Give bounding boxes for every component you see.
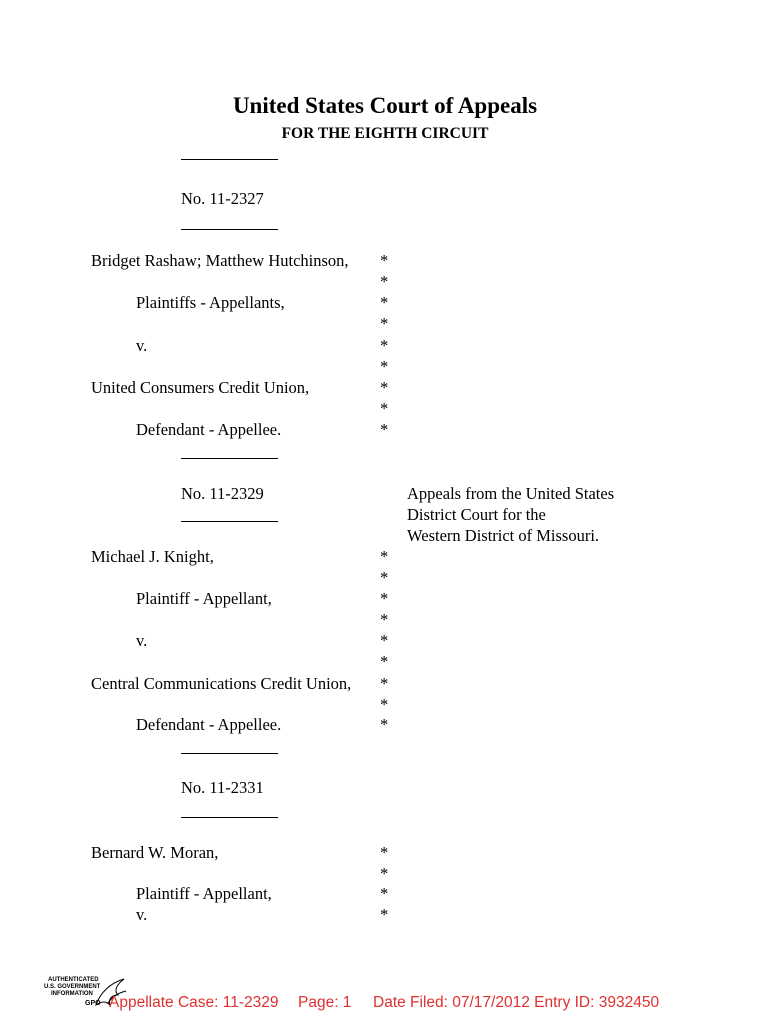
footer-page-number: Page: 1: [298, 994, 352, 1011]
case-number-1: No. 11-2327: [181, 189, 264, 208]
star-mark: *: [380, 251, 389, 270]
star-mark: *: [380, 314, 389, 333]
star-mark: *: [380, 589, 389, 608]
separator-rule: [181, 817, 278, 818]
case-number-2: No. 11-2329: [181, 484, 264, 503]
star-mark: *: [380, 399, 389, 418]
seal-text-line: INFORMATION: [51, 991, 93, 997]
case-3-versus: v.: [136, 905, 148, 924]
star-mark: *: [380, 715, 389, 734]
case-1-plaintiffs: Bridget Rashaw; Matthew Hutchinson,: [91, 251, 349, 270]
separator-rule: [181, 159, 278, 160]
case-2-defendant-role: Defendant - Appellee.: [136, 715, 282, 734]
case-2-versus: v.: [136, 631, 148, 650]
star-mark: *: [380, 674, 389, 693]
star-mark: *: [380, 378, 389, 397]
appeal-line: Appeals from the United States: [407, 484, 615, 503]
star-mark: *: [380, 843, 389, 862]
seal-text-line: U.S. GOVERNMENT: [44, 984, 101, 990]
star-mark: *: [380, 905, 389, 924]
appeal-origin-text: [407, 483, 614, 546]
case-1-plaintiff-role: Plaintiffs - Appellants,: [136, 293, 285, 312]
case-3-plaintiffs: Bernard W. Moran,: [91, 843, 219, 862]
star-mark: *: [380, 610, 389, 629]
appeal-line: District Court for the: [407, 505, 546, 524]
case-2-plaintiff-role: Plaintiff - Appellant,: [136, 589, 272, 608]
separator-rule: [181, 229, 278, 230]
star-mark: *: [380, 357, 389, 376]
star-mark: *: [380, 272, 389, 291]
case-1-versus: v.: [136, 336, 148, 355]
star-mark: *: [380, 884, 389, 903]
case-2-plaintiffs: Michael J. Knight,: [91, 547, 214, 566]
star-mark: *: [380, 568, 389, 587]
star-mark: *: [380, 631, 389, 650]
star-mark: *: [380, 695, 389, 714]
star-mark: *: [380, 336, 389, 355]
seal-text-line: GPO: [85, 1000, 101, 1007]
star-mark: *: [380, 864, 389, 883]
appeal-line: Western District of Missouri.: [407, 526, 600, 545]
case-number-3: No. 11-2331: [181, 778, 264, 797]
separator-rule: [181, 753, 278, 754]
seal-text-line: AUTHENTICATED: [48, 977, 99, 983]
separator-rule: [181, 458, 278, 459]
court-title: United States Court of Appeals: [232, 93, 538, 118]
case-1-defendant-role: Defendant - Appellee.: [136, 420, 282, 439]
star-mark: *: [380, 652, 389, 671]
star-mark: *: [380, 420, 389, 439]
circuit-subtitle: FOR THE EIGHTH CIRCUIT: [281, 125, 489, 142]
footer-case-number: Appellate Case: 11-2329: [109, 994, 279, 1011]
footer-date-filed: Date Filed: 07/17/2012 Entry ID: 3932450: [373, 994, 660, 1011]
star-mark: *: [380, 547, 389, 566]
separator-rule: [181, 521, 278, 522]
case-3-plaintiff-role: Plaintiff - Appellant,: [136, 884, 272, 903]
case-1-defendant: United Consumers Credit Union,: [91, 378, 310, 397]
star-mark: *: [380, 293, 389, 312]
case-2-defendant: Central Communications Credit Union,: [91, 674, 352, 693]
